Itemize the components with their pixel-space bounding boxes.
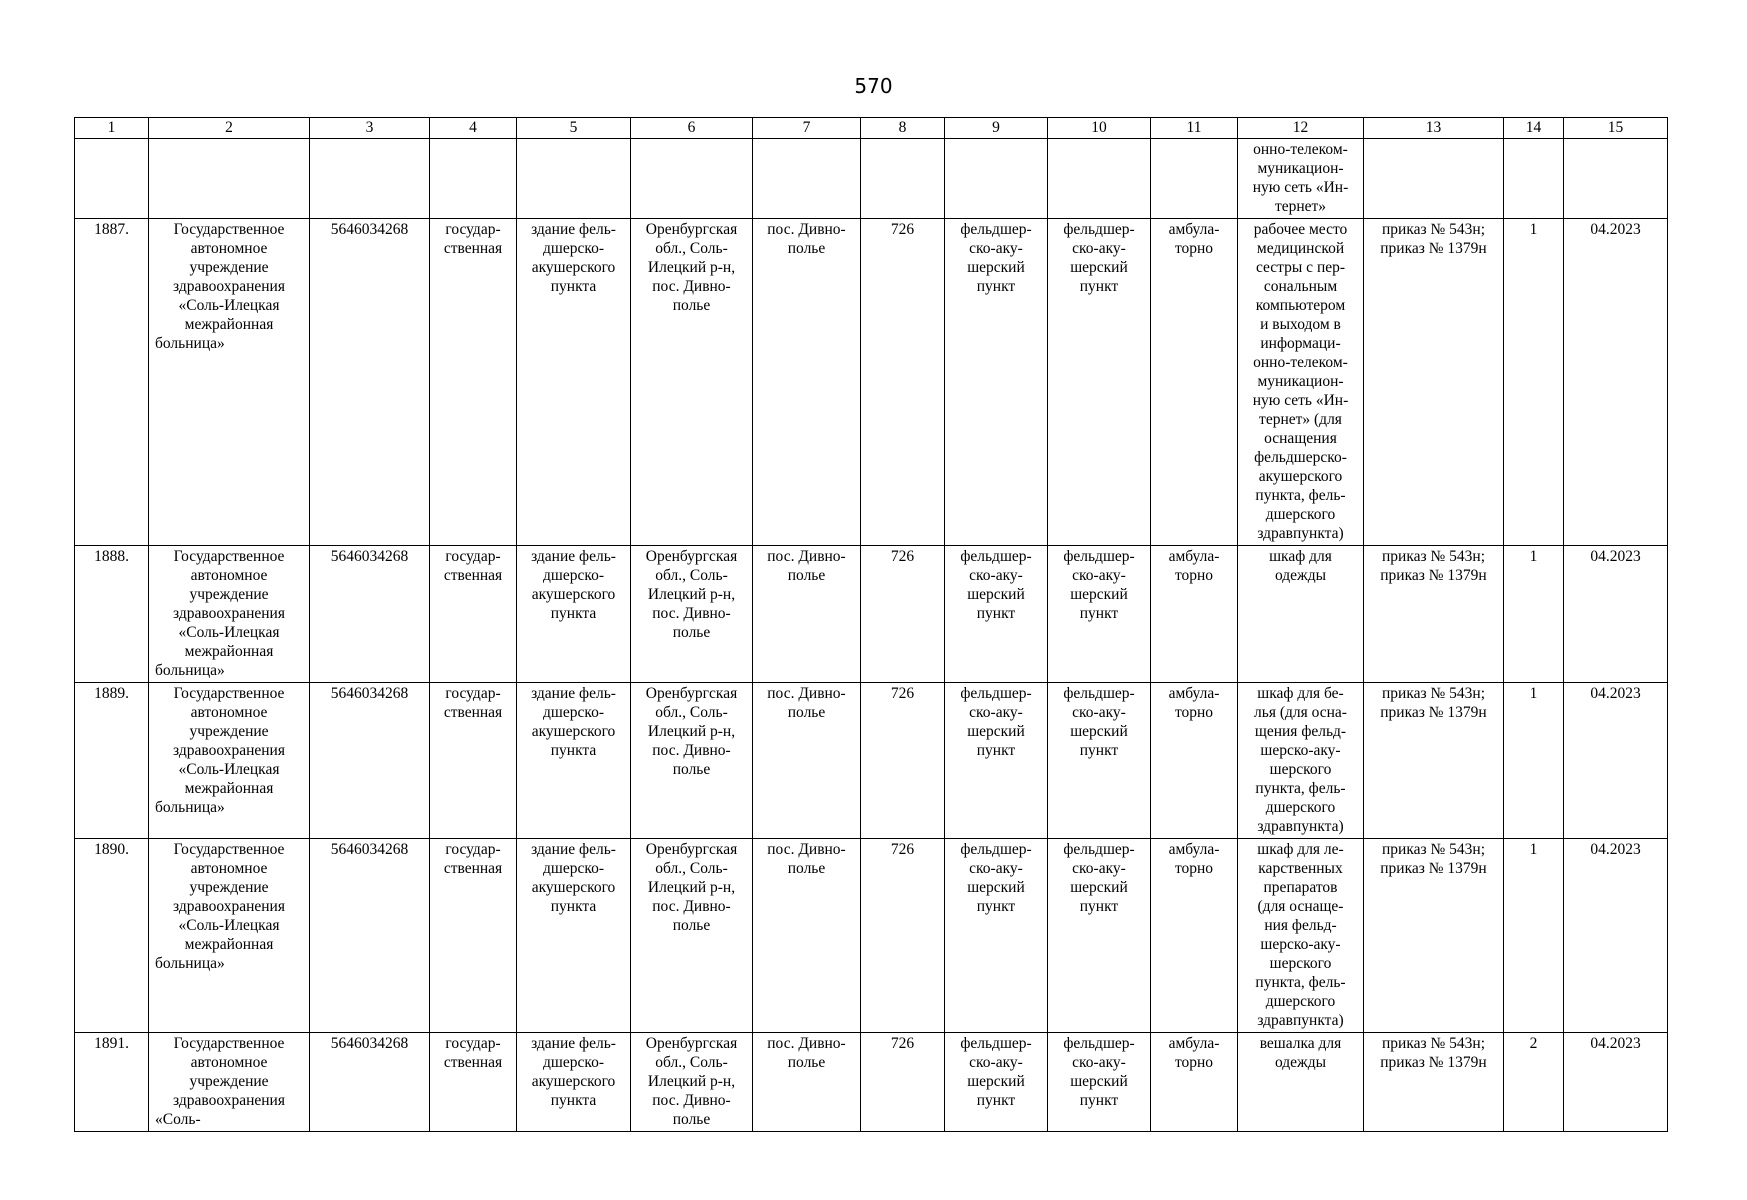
cell-ownership: государ- ственная xyxy=(430,546,517,683)
cell-facility-type: фельдшер- ско-аку- шерский пункт xyxy=(945,683,1048,839)
cell-organization: Государственное автономное учреждение здравоохранения «Соль-Илецкая межрайонная больница» xyxy=(149,839,310,1033)
cell-facility-type: фельдшер- ско-аку- шерский пункт xyxy=(945,839,1048,1033)
cell-facility-subtype: фельдшер- ско-аку- шерский пункт xyxy=(1048,546,1151,683)
cell-address xyxy=(631,139,753,219)
cell-inn: 5646034268 xyxy=(310,839,430,1033)
cell-order: приказ № 543н; приказ № 1379н xyxy=(1364,1033,1504,1132)
cell-settlement: пос. Дивно- полье xyxy=(753,219,861,546)
cell-quantity: 1 xyxy=(1504,219,1564,546)
cell-date xyxy=(1564,139,1668,219)
cell-object: здание фель- дшерско- акушерского пункта xyxy=(517,1033,631,1132)
cell-equipment: шкаф для одежды xyxy=(1238,546,1364,683)
cell-object: здание фель- дшерско- акушерского пункта xyxy=(517,546,631,683)
cell-address: Оренбургская обл., Соль- Илецкий р-н, пос. Дивно- полье xyxy=(631,683,753,839)
column-header: 7 xyxy=(753,118,861,139)
cell-order: приказ № 543н; приказ № 1379н xyxy=(1364,839,1504,1033)
cell-date: 04.2023 xyxy=(1564,683,1668,839)
table-row xyxy=(75,1033,1668,1132)
cell-inn xyxy=(310,139,430,219)
table-row xyxy=(75,219,1668,546)
cell-facility-type: фельдшер- ско-аку- шерский пункт xyxy=(945,546,1048,683)
cell-object: здание фель- дшерско- акушерского пункта xyxy=(517,839,631,1033)
cell-code: 726 xyxy=(861,219,945,546)
page-number: 570 xyxy=(854,74,893,98)
cell-organization: Государственное автономное учреждение здравоохранения «Соль-Илецкая межрайонная больница» xyxy=(149,683,310,839)
cell-facility-type: фельдшер- ско-аку- шерский пункт xyxy=(945,1033,1048,1132)
cell-number: 1889. xyxy=(75,683,149,839)
column-header: 6 xyxy=(631,118,753,139)
cell-organization: Государственное автономное учреждение здравоохранения «Соль-Илецкая межрайонная больница» xyxy=(149,219,310,546)
cell-equipment: шкаф для ле- карственных препаратов (для оснаще- ния фельд- шерско-аку- шерского пункта, фель- дшерского здравпункта) xyxy=(1238,839,1364,1033)
cell-organization: Государственное автономное учреждение здравоохранения «Соль- xyxy=(149,1033,310,1132)
cell-organization xyxy=(149,139,310,219)
cell-settlement: пос. Дивно- полье xyxy=(753,683,861,839)
table-row xyxy=(75,139,1668,219)
cell-number xyxy=(75,139,149,219)
cell-quantity xyxy=(1504,139,1564,219)
cell-inn: 5646034268 xyxy=(310,546,430,683)
cell-facility-subtype: фельдшер- ско-аку- шерский пункт xyxy=(1048,839,1151,1033)
cell-equipment: шкаф для бе- лья (для осна- щения фельд- шерско-аку- шерского пункта, фель- дшерского здравпункта) xyxy=(1238,683,1364,839)
cell-care-mode: амбула- торно xyxy=(1151,546,1238,683)
cell-object: здание фель- дшерско- акушерского пункта xyxy=(517,683,631,839)
cell-number: 1887. xyxy=(75,219,149,546)
cell-address: Оренбургская обл., Соль- Илецкий р-н, пос. Дивно- полье xyxy=(631,219,753,546)
column-header: 14 xyxy=(1504,118,1564,139)
cell-address: Оренбургская обл., Соль- Илецкий р-н, пос. Дивно- полье xyxy=(631,839,753,1033)
column-header: 15 xyxy=(1564,118,1668,139)
cell-code: 726 xyxy=(861,683,945,839)
cell-date: 04.2023 xyxy=(1564,546,1668,683)
cell-ownership: государ- ственная xyxy=(430,683,517,839)
column-number-header xyxy=(75,118,1668,139)
column-header: 2 xyxy=(149,118,310,139)
column-header: 3 xyxy=(310,118,430,139)
cell-object xyxy=(517,139,631,219)
cell-quantity: 1 xyxy=(1504,546,1564,683)
cell-ownership xyxy=(430,139,517,219)
column-header: 4 xyxy=(430,118,517,139)
column-header: 1 xyxy=(75,118,149,139)
cell-settlement: пос. Дивно- полье xyxy=(753,1033,861,1132)
cell-object: здание фель- дшерско- акушерского пункта xyxy=(517,219,631,546)
column-header: 10 xyxy=(1048,118,1151,139)
cell-care-mode: амбула- торно xyxy=(1151,219,1238,546)
column-header: 12 xyxy=(1238,118,1364,139)
cell-address: Оренбургская обл., Соль- Илецкий р-н, пос. Дивно- полье xyxy=(631,1033,753,1132)
cell-ownership: государ- ственная xyxy=(430,1033,517,1132)
cell-care-mode: амбула- торно xyxy=(1151,683,1238,839)
cell-code: 726 xyxy=(861,546,945,683)
cell-equipment: онно-телеком- муникацион- ную сеть «Ин- тернет» xyxy=(1238,139,1364,219)
cell-inn: 5646034268 xyxy=(310,219,430,546)
table-row xyxy=(75,683,1668,839)
cell-code: 726 xyxy=(861,839,945,1033)
cell-address: Оренбургская обл., Соль- Илецкий р-н, пос. Дивно- полье xyxy=(631,546,753,683)
cell-order xyxy=(1364,139,1504,219)
register-table xyxy=(74,117,1668,1132)
cell-facility-type: фельдшер- ско-аку- шерский пункт xyxy=(945,219,1048,546)
cell-date: 04.2023 xyxy=(1564,1033,1668,1132)
cell-order: приказ № 543н; приказ № 1379н xyxy=(1364,546,1504,683)
cell-ownership: государ- ственная xyxy=(430,839,517,1033)
cell-ownership: государ- ственная xyxy=(430,219,517,546)
cell-order: приказ № 543н; приказ № 1379н xyxy=(1364,219,1504,546)
cell-facility-subtype xyxy=(1048,139,1151,219)
cell-equipment: рабочее место медицинской сестры с пер- сональным компьютером и выходом в информаци- онно-телеком- муникацион- ную сеть «Ин- тернет» (для оснащения фельдшерско- акушерского пункта, фель- дшерского здравпункта) xyxy=(1238,219,1364,546)
column-header: 11 xyxy=(1151,118,1238,139)
cell-settlement: пос. Дивно- полье xyxy=(753,839,861,1033)
table-row xyxy=(75,546,1668,683)
cell-facility-subtype: фельдшер- ско-аку- шерский пункт xyxy=(1048,219,1151,546)
cell-care-mode: амбула- торно xyxy=(1151,839,1238,1033)
cell-quantity: 1 xyxy=(1504,839,1564,1033)
column-header: 9 xyxy=(945,118,1048,139)
column-header: 13 xyxy=(1364,118,1504,139)
cell-number: 1890. xyxy=(75,839,149,1033)
cell-facility-subtype: фельдшер- ско-аку- шерский пункт xyxy=(1048,683,1151,839)
cell-equipment: вешалка для одежды xyxy=(1238,1033,1364,1132)
cell-care-mode xyxy=(1151,139,1238,219)
cell-quantity: 2 xyxy=(1504,1033,1564,1132)
cell-care-mode: амбула- торно xyxy=(1151,1033,1238,1132)
column-header: 5 xyxy=(517,118,631,139)
cell-organization: Государственное автономное учреждение здравоохранения «Соль-Илецкая межрайонная больница» xyxy=(149,546,310,683)
cell-facility-type xyxy=(945,139,1048,219)
cell-settlement: пос. Дивно- полье xyxy=(753,546,861,683)
cell-date: 04.2023 xyxy=(1564,839,1668,1033)
cell-facility-subtype: фельдшер- ско-аку- шерский пункт xyxy=(1048,1033,1151,1132)
cell-number: 1891. xyxy=(75,1033,149,1132)
cell-code xyxy=(861,139,945,219)
cell-settlement xyxy=(753,139,861,219)
table-row xyxy=(75,839,1668,1033)
cell-code: 726 xyxy=(861,1033,945,1132)
cell-order: приказ № 543н; приказ № 1379н xyxy=(1364,683,1504,839)
cell-number: 1888. xyxy=(75,546,149,683)
cell-inn: 5646034268 xyxy=(310,1033,430,1132)
cell-quantity: 1 xyxy=(1504,683,1564,839)
cell-inn: 5646034268 xyxy=(310,683,430,839)
cell-date: 04.2023 xyxy=(1564,219,1668,546)
column-header: 8 xyxy=(861,118,945,139)
